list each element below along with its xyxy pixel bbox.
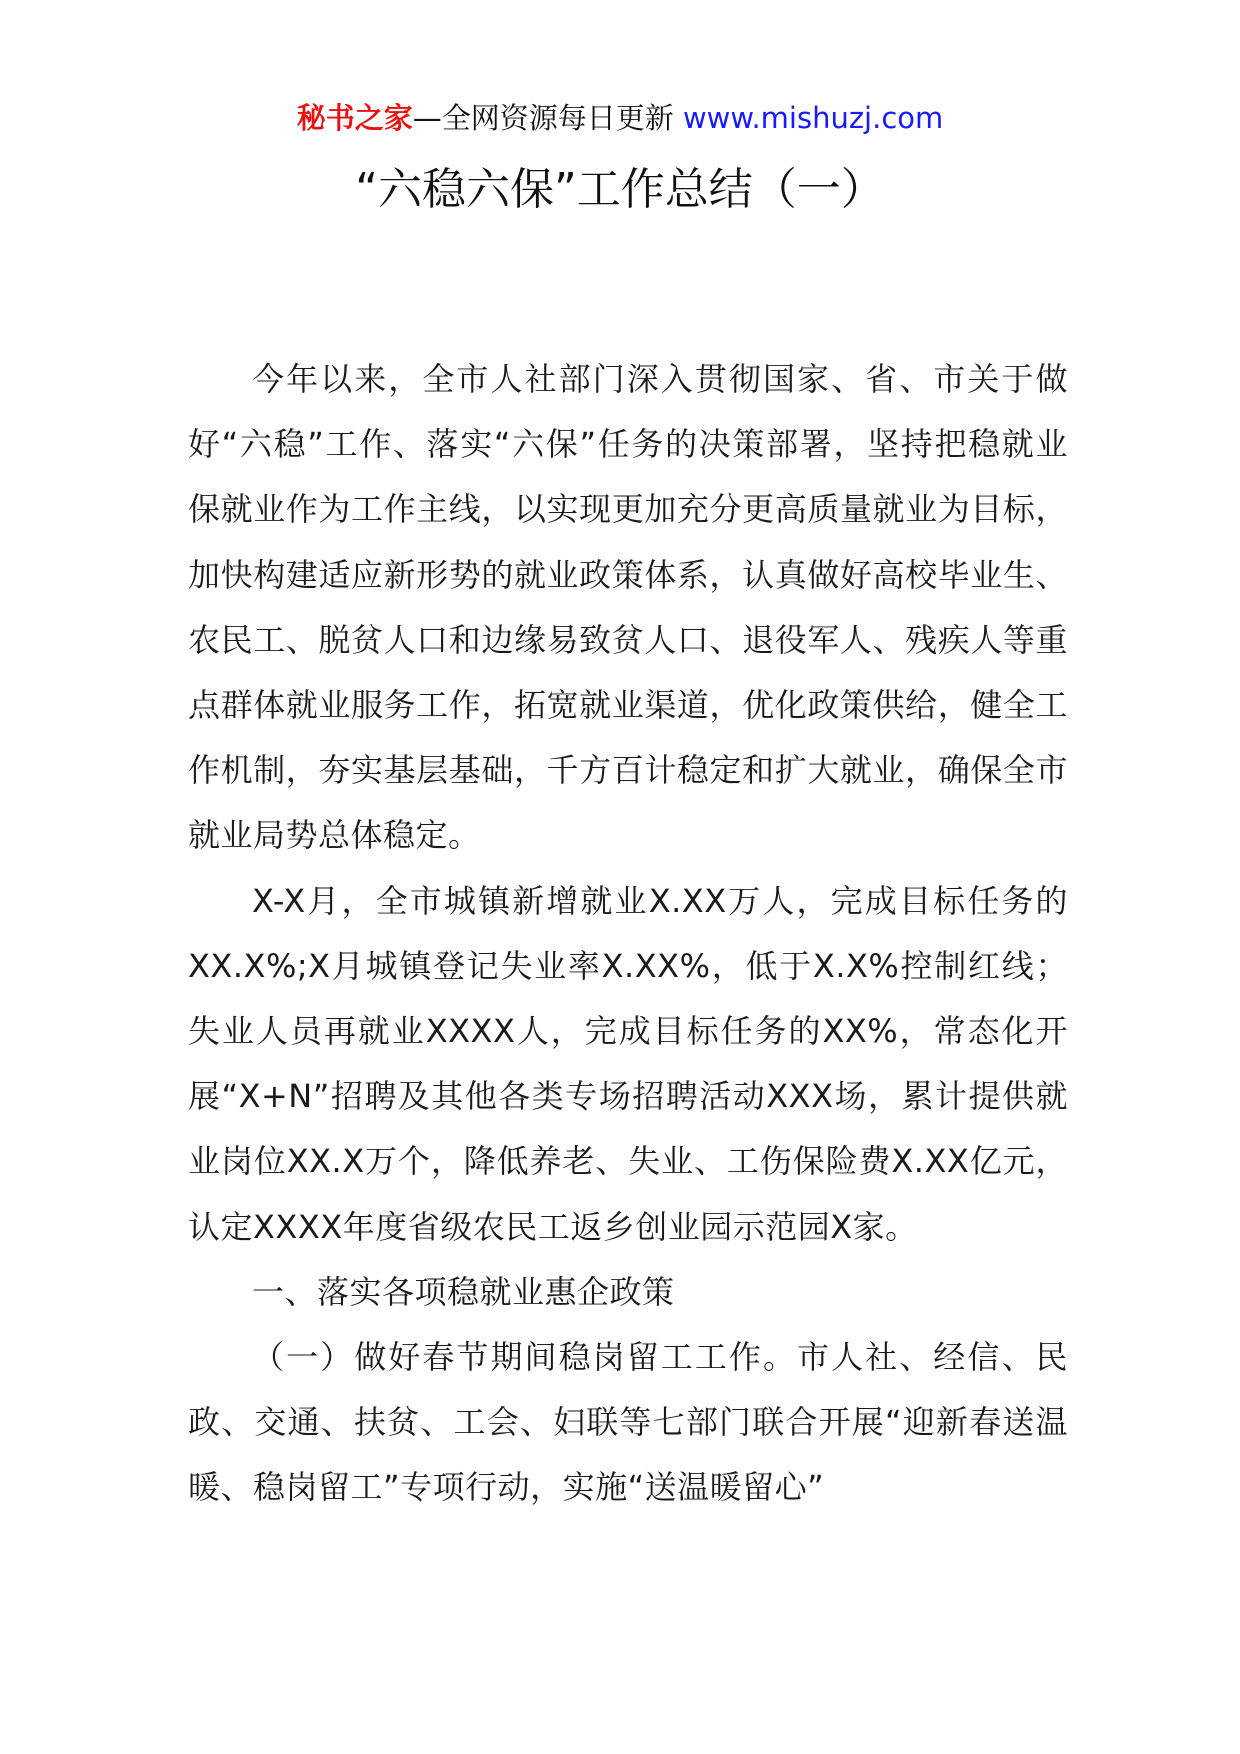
site-url-link[interactable]: www.mishuzj.com: [682, 101, 944, 135]
paragraph-intro: 今年以来，全市人社部门深入贯彻国家、省、市关于做好“六稳”工作、落实“六保”任务的决策部署，坚持把稳就业保就业作为工作主线，以实现更加充分更高质量就业为目标，加快构建适应新形势的就业政策体系，认真做好高校毕业生、农民工、脱贫人口和边缘易致贫人口、退役军人、残疾人等重点群体就业服务工作，拓宽就业渠道，优化政策供给，健全工作机制，夯实基层基础，千方百计稳定和扩大就业，确保全市就业局势总体稳定。: [188, 360, 1068, 855]
document-title: “六稳六保”工作总结（一）: [355, 164, 885, 215]
paragraph-subsection-1: （一）做好春节期间稳岗留工工作。市人社、经信、民政、交通、扶贫、工会、妇联等七部门联合开展“迎新春送温暖、稳岗留工”专项行动，实施“送温暖留心”: [188, 1338, 1068, 1507]
site-header: [0, 98, 1240, 138]
paragraph-statistics: X-X月，全市城镇新增就业X.XX万人，完成目标任务的XX.X%;X月城镇登记失业率X.XX%，低于X.X%控制红线；失业人员再就业XXXX人，完成目标任务的XX%，常态化开展“X+N”招聘及其他各类专场招聘活动XXX场，累计提供就业岗位XX.X万个，降低养老、失业、工伤保险费X.XX亿元，认定XXXX年度省级农民工返乡创业园示范园X家。: [188, 881, 1068, 1246]
site-tagline: —全网资源每日更新: [412, 101, 674, 135]
site-brand: 秘书之家: [296, 101, 413, 135]
section-heading-1: 一、落实各项稳就业惠企政策: [252, 1272, 675, 1311]
document-body: [188, 347, 1068, 1521]
